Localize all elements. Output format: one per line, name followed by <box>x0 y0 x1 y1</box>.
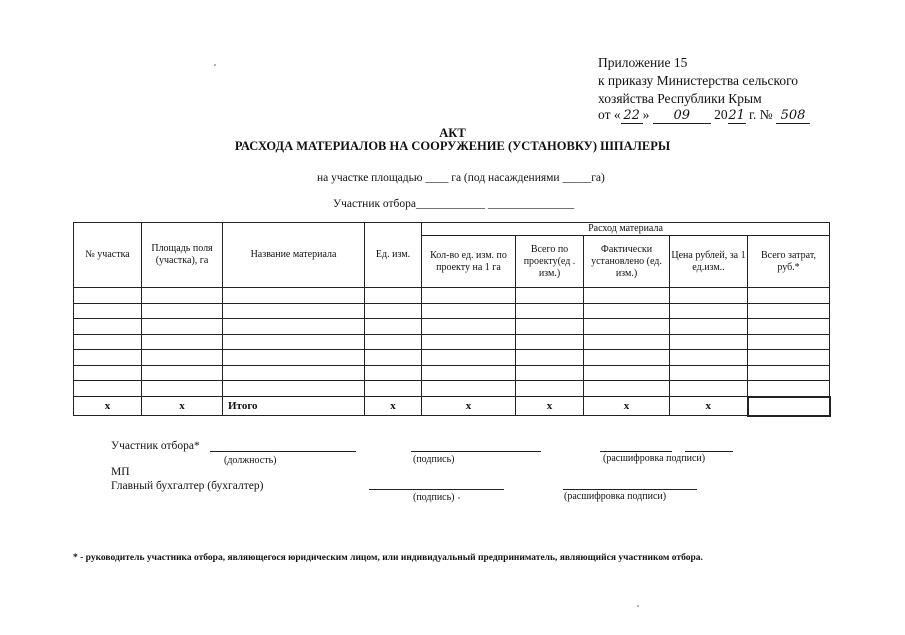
accountant-decoding-line <box>563 489 697 490</box>
table-row <box>74 350 830 366</box>
stamp-label: МП <box>111 466 130 478</box>
table-row <box>74 365 830 381</box>
signature-line <box>411 451 541 452</box>
scan-speck <box>214 64 216 66</box>
total-cell: x <box>584 397 670 416</box>
decoding-line-a <box>600 451 672 452</box>
decoding-caption: (расшифровка подписи) <box>603 453 706 464</box>
date-month: 09 <box>653 109 711 124</box>
accountant-decoding-caption: (расшифровка подписи) <box>564 491 667 502</box>
total-cell: x <box>516 397 584 416</box>
date-quote: » <box>642 107 650 122</box>
order-number: 508 <box>776 109 810 124</box>
accountant-signature-caption: (подпись) <box>413 492 455 503</box>
table-row <box>74 288 830 304</box>
position-line <box>210 451 356 452</box>
total-cell: x <box>670 397 748 416</box>
appendix-line-2: к приказу Министерства сельского <box>598 73 799 88</box>
document-subtitle: РАСХОДА МАТЕРИАЛОВ НА СООРУЖЕНИЕ (УСТАНОВКУ) ШПАЛЕРЫ <box>234 139 671 153</box>
header-actual-installed: Фактически установлено (ед. изм.) <box>584 236 670 288</box>
accountant-label: Главный бухгалтер (бухгалтер) <box>111 480 264 492</box>
appendix-date-line <box>598 106 810 124</box>
total-cell: x <box>422 397 516 416</box>
header-plot-number: № участка <box>74 223 142 288</box>
scan-speck <box>458 497 460 499</box>
appendix-line-3: хозяйства Республики Крым <box>598 91 762 106</box>
document-title: АКТ <box>439 126 466 140</box>
header-unit: Ед. изм. <box>365 223 422 288</box>
materials-table <box>73 222 831 417</box>
total-cell: x <box>74 397 142 416</box>
header-unit-price: Цена рублей, за 1 ед.изм.. <box>670 236 748 288</box>
table-row <box>74 319 830 335</box>
decoding-line-b <box>685 451 733 452</box>
scan-speck <box>637 605 639 607</box>
position-caption: (должность) <box>224 455 277 466</box>
footnote: * - руководитель участника отбора, являющегося юридическим лицом, или индивидуальный предприниматель, являющийся участником отбора. <box>73 553 703 563</box>
total-row <box>74 397 830 416</box>
header-total-cost: Всего затрат, руб.* <box>748 236 830 288</box>
total-label: Итого <box>223 397 365 416</box>
table-row <box>74 381 830 397</box>
date-prefix: от « <box>598 107 621 122</box>
header-qty-per-ha: Кол-во ед. изм. по проекту на 1 га <box>422 236 516 288</box>
participant-signature-label: Участник отбора* <box>111 440 200 452</box>
plot-area-line: на участке площадью ____ га (под насаждениями _____га) <box>317 172 605 184</box>
signature-caption: (подпись) <box>413 454 455 465</box>
header-area: Площадь поля (участка), га <box>142 223 223 288</box>
number-label: г. № <box>748 107 773 122</box>
total-cost-cell <box>748 397 830 416</box>
total-cell: x <box>365 397 422 416</box>
header-material-name: Название материала <box>223 223 365 288</box>
participant-line: Участник отбора____________ _______________ <box>333 198 575 210</box>
total-cell: x <box>142 397 223 416</box>
accountant-signature-line <box>369 489 504 490</box>
date-day: 22 <box>621 109 643 124</box>
year-prefix: 20 <box>714 107 728 122</box>
appendix-line-1: Приложение 15 <box>598 55 688 70</box>
header-material-consumption: Расход материала <box>422 223 830 236</box>
table-row <box>74 334 830 350</box>
header-total-project: Всего по проекту(ед . изм.) <box>516 236 584 288</box>
date-year: 21 <box>728 108 745 123</box>
table-row <box>74 303 830 319</box>
